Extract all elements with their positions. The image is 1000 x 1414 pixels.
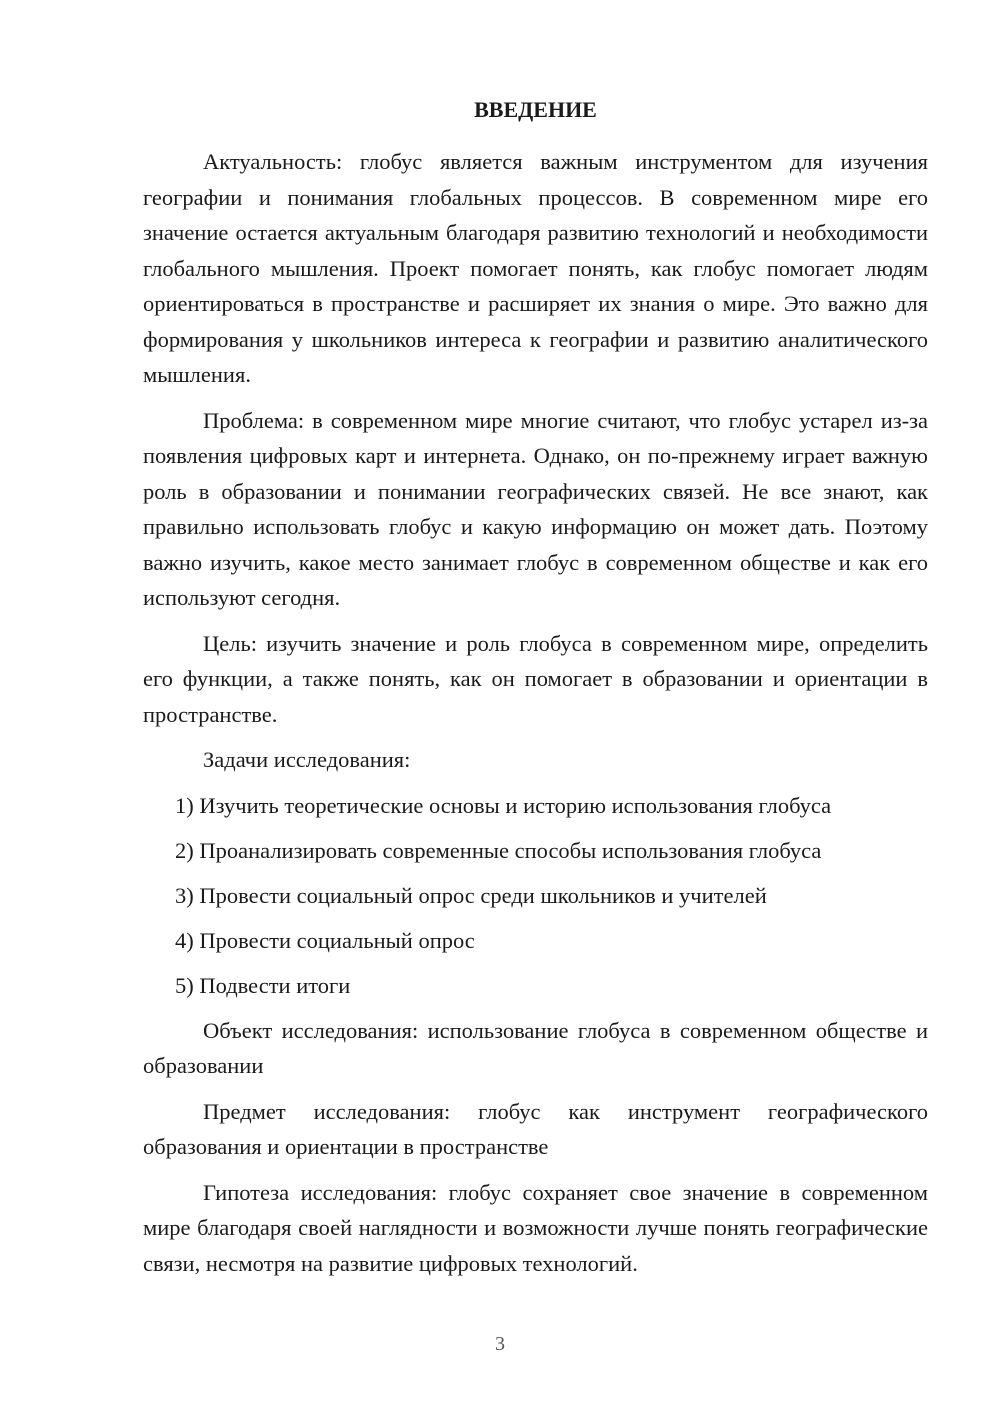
task-item: 5) Подвести итоги	[175, 972, 351, 998]
paragraph-problem: Проблема: в современном мире многие считают, что глобус устарел из-за появления цифровых карт и интернета. Однако, он по-прежнему играет важную роль в образовании и понимании географических связей. Не все знают, как правильно использовать глобус и какую информацию он может дать. Поэтому важно изучить, какое место занимает глобус в современном обществе и как его используют сегодня.	[143, 407, 928, 610]
paragraph-hypothesis: Гипотеза исследования: глобус сохраняет свое значение в современном мире благодаря своей наглядности и возможности лучше понять географические связи, несмотря на развитие цифровых технологий.	[143, 1179, 928, 1276]
paragraph-relevance: Актуальность: глобус является важным инструментом для изучения географии и понимания глобальных процессов. В современном мире его значение остается актуальным благодаря развитию технологий и необходимости глобального мышления. Проект помогает понять, как глобус помогает людям ориентироваться в пространстве и расширяет их знания о мире. Это важно для формирования у школьников интереса к географии и развитию аналитического мышления.	[143, 149, 928, 387]
paragraph-subject: Предмет исследования: глобус как инструмент географического образования и ориентации в пространстве	[143, 1098, 928, 1159]
page-number: 3	[495, 1333, 505, 1355]
page-title: ВВЕДЕНИЕ	[474, 97, 597, 122]
document-page	[143, 96, 928, 1291]
tasks-heading: Задачи исследования:	[203, 747, 411, 772]
task-item: 1) Изучить теоретические основы и историю использования глобуса	[175, 792, 832, 818]
paragraph-object: Объект исследования: использование глобуса в современном обществе и образовании	[143, 1017, 928, 1078]
task-item: 4) Провести социальный опрос	[175, 927, 475, 953]
paragraph-goal: Цель: изучить значение и роль глобуса в современном мире, определить его функции, а также понять, как он помогает в образовании и ориентации в пространстве.	[143, 630, 928, 727]
tasks-list	[143, 788, 928, 1004]
task-item: 2) Проанализировать современные способы использования глобуса	[175, 837, 822, 863]
task-item: 3) Провести социальный опрос среди школьников и учителей	[175, 882, 767, 908]
